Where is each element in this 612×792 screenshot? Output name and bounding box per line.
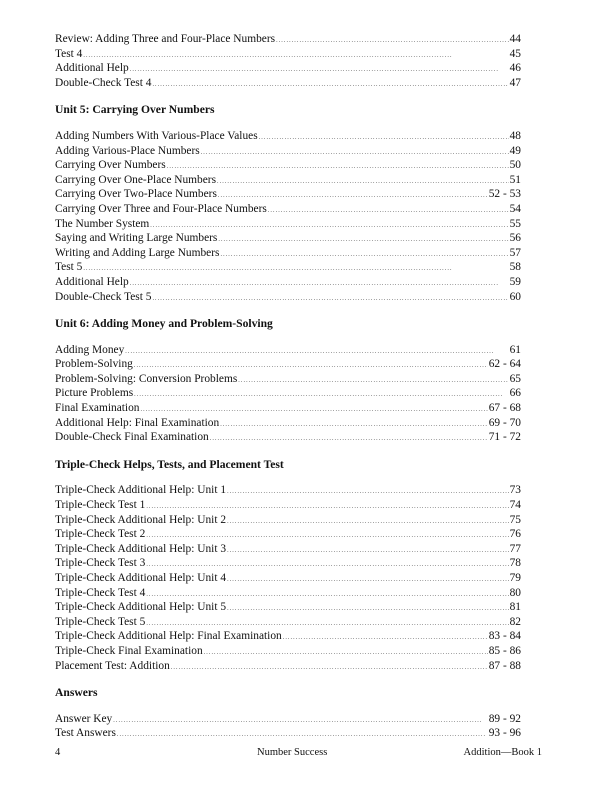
dot-leader [171,659,488,676]
toc-entry [55,357,521,372]
toc-entry-title: Triple-Check Additional Help: Final Examination [55,630,282,643]
toc-entry-title: Double-Check Test 5 [55,290,152,303]
toc-entry-title: Final Examination [55,402,140,415]
toc-entry-page: 62 - 64 [488,358,521,371]
toc-entry-title: Test 4 [55,47,83,60]
toc-entry-title: Additional Help [55,275,129,288]
toc-entry-page: 76 [509,528,521,541]
toc-entry [55,401,521,416]
toc-entry [55,527,521,542]
toc-entry [55,571,521,586]
toc-entry-page: 79 [509,572,521,584]
toc-entry-page: 61 [509,343,521,356]
toc-entry-title: Problem-Solving [55,358,133,371]
section-heading: Answers [55,686,98,700]
toc-entry [55,644,521,659]
toc-entry [55,372,521,387]
toc-entry-title: Test 5 [55,261,83,274]
toc-entry-page: 93 - 96 [488,727,521,740]
toc-entry [55,343,521,358]
toc-entry [55,726,521,741]
toc-entry-page: 85 - 86 [488,644,521,657]
toc-entry-title: Picture Problems [55,387,134,400]
toc-entry [55,246,521,261]
toc-entry-page: 80 [509,586,521,599]
toc-entry [55,47,521,62]
toc-entry-title: Triple-Check Final Examination [55,644,203,657]
toc-entry-page: 75 [509,513,521,526]
dot-leader [117,726,488,743]
footer-book-title: Number Success [257,747,328,758]
section-heading: Unit 6: Adding Money and Problem-Solving [55,317,273,331]
toc-entry [55,231,521,246]
section-heading: Triple-Check Helps, Tests, and Placement Test [55,457,284,471]
toc-entry [55,202,521,217]
toc-entry-page: 57 [509,246,521,259]
toc-entry-page: 69 - 70 [488,416,521,429]
toc-entry-title: Triple-Check Additional Help: Unit 2 [55,513,227,526]
toc-entry-title: Carrying Over Two-Place Numbers [55,188,217,201]
toc-entry-page: 59 [509,275,521,288]
toc-entry-page: 87 - 88 [488,659,521,672]
toc-entry-title: Adding Various-Place Numbers [55,144,200,157]
toc-entry-page: 58 [509,261,521,274]
toc-entry-page: 60 [509,290,521,303]
toc-entry-title: Answer Key [55,712,113,725]
toc-entry-title: Carrying Over Numbers [55,159,166,172]
toc-entry [55,513,521,528]
section-heading: Unit 5: Carrying Over Numbers [55,103,215,117]
toc-entry-page: 48 [509,129,521,142]
dot-leader [152,76,508,93]
toc-entry-title: Triple-Check Test 2 [55,528,146,541]
toc-entry-title: Additional Help: Final Examination [55,416,220,429]
page-footer [55,747,542,761]
toc-entry [55,556,521,571]
toc-entry [55,542,521,557]
toc-entry [55,173,521,188]
toc-entry-page: 54 [509,202,521,215]
toc-entry-title: Double-Check Test 4 [55,76,152,89]
dot-leader [152,290,508,307]
toc-entry-title: Problem-Solving: Conversion Problems [55,372,238,385]
toc-entry-title: Triple-Check Test 1 [55,499,146,512]
toc-entry-title: Placement Test: Addition [55,659,170,672]
toc-entry [55,187,521,202]
toc-entry-page: 73 [509,484,521,497]
toc-entry-page: 44 [509,33,521,45]
toc-entry [55,217,521,232]
toc-entry-title: The Number System [55,217,150,230]
toc-entry-page: 67 - 68 [488,402,521,415]
toc-entry [55,144,521,159]
toc-entry [55,386,521,401]
toc-entry-title: Triple-Check Additional Help: Unit 1 [55,484,227,497]
toc-entry-page: 66 [509,387,521,400]
toc-entry-page: 56 [509,232,521,245]
toc-entry-title: Triple-Check Additional Help: Unit 5 [55,601,227,614]
toc-entry [55,498,521,513]
toc-entry-title: Triple-Check Additional Help: Unit 3 [55,542,227,555]
toc-entry [55,712,521,727]
toc-entry-title: Adding Numbers With Various-Place Values [55,129,258,142]
toc-entry [55,659,521,674]
toc-entry [55,76,521,91]
toc-entry [55,129,521,144]
toc-entry [55,275,521,290]
toc-entry-page: 71 - 72 [488,431,521,444]
table-of-contents [55,32,521,741]
toc-entry-title: Review: Adding Three and Four-Place Numbers [55,33,276,45]
toc-entry [55,600,521,615]
toc-entry-title: Test Answers [55,727,116,740]
toc-entry-title: Writing and Adding Large Numbers [55,246,220,259]
toc-entry [55,483,521,498]
toc-entry-page: 78 [509,557,521,570]
toc-entry-title: Saying and Writing Large Numbers [55,232,218,245]
toc-entry-page: 49 [509,144,521,157]
toc-entry [55,586,521,601]
toc-entry [55,615,521,630]
toc-entry-page: 82 [509,615,521,628]
toc-entry-page: 83 - 84 [488,630,521,643]
toc-entry-title: Double-Check Final Examination [55,431,209,444]
toc-entry-page: 77 [509,542,521,555]
footer-page-number: 4 [55,747,61,758]
footer-book-label: Addition—Book 1 [463,747,542,758]
toc-entry-page: 47 [509,76,521,89]
toc-entry-page: 74 [509,499,521,512]
toc-entry [55,260,521,275]
toc-entry-title: Additional Help [55,62,129,75]
toc-entry-title: Carrying Over One-Place Numbers [55,173,216,186]
toc-entry [55,61,521,76]
dot-leader [210,430,488,447]
toc-entry-page: 46 [509,62,521,75]
toc-entry-title: Triple-Check Test 4 [55,586,146,599]
toc-entry-page: 50 [509,159,521,172]
toc-entry [55,416,521,431]
toc-entry-title: Triple-Check Test 5 [55,615,146,628]
toc-entry-title: Carrying Over Three and Four-Place Numbers [55,202,267,215]
toc-entry [55,32,521,47]
toc-entry [55,629,521,644]
toc-entry-page: 51 [509,173,521,186]
toc-entry-title: Triple-Check Test 3 [55,557,146,570]
toc-entry [55,290,521,305]
toc-entry-page: 65 [509,372,521,385]
toc-entry-page: 81 [509,601,521,614]
toc-entry-page: 55 [509,217,521,230]
toc-entry [55,158,521,173]
toc-entry-title: Adding Money [55,343,125,356]
toc-entry [55,430,521,445]
toc-entry-title: Triple-Check Additional Help: Unit 4 [55,572,227,584]
toc-entry-page: 45 [509,47,521,60]
toc-entry-page: 89 - 92 [488,712,521,725]
toc-entry-page: 52 - 53 [488,188,521,201]
